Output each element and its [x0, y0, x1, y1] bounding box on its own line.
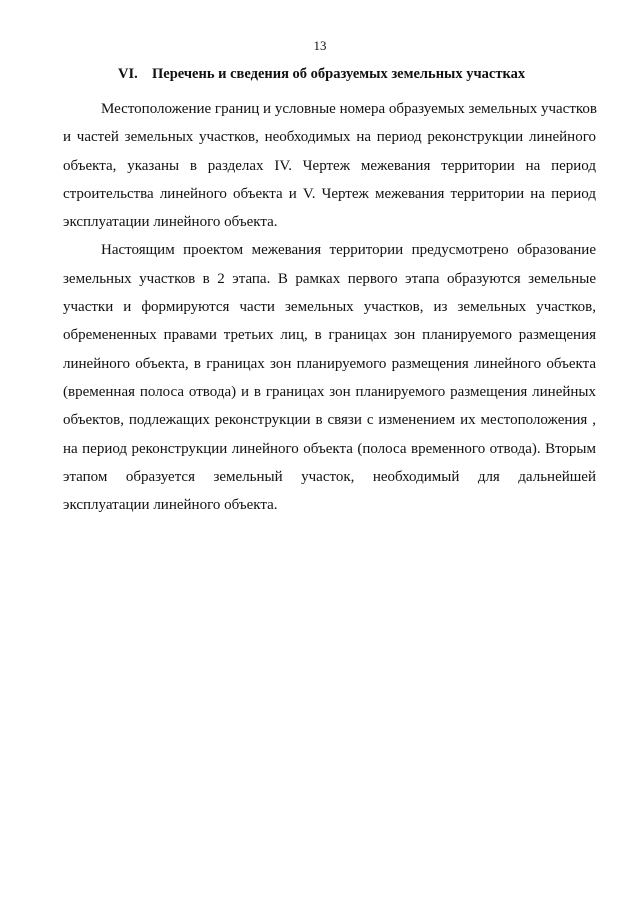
paragraph-line: Местоположение границ и условные номера образуемых земельных участков — [101, 101, 597, 117]
paragraph-line: линейного объекта, в границах зон планируемого размещения линейного объекта — [63, 355, 596, 372]
paragraph-line: и частей земельных участков, необходимых на период реконструкции линейного — [63, 129, 596, 146]
paragraph-line: земельных участков в 2 этапа. В рамках первого этапа образуются земельные — [63, 270, 596, 287]
section-number: VI. — [118, 66, 138, 82]
paragraph-line: объектов, подлежащих реконструкции в связи с изменением их местоположения , — [63, 412, 596, 429]
paragraph-line: Настоящим проектом межевания территории предусмотрено образование — [101, 242, 596, 259]
paragraph-line: строительства линейного объекта и V. Чертеж межевания территории на период — [63, 185, 596, 202]
page-number: 13 — [313, 38, 327, 53]
paragraph-line: (временная полоса отвода) и в границах зон планируемого размещения линейных — [63, 383, 596, 400]
paragraph-2 — [63, 236, 596, 519]
document-body — [63, 95, 596, 519]
paragraph-line: участки и формируются части земельных участков, из земельных участков, — [63, 299, 596, 316]
paragraph-line: эксплуатации линейного объекта. — [63, 214, 278, 231]
section-heading — [118, 66, 598, 83]
paragraph-line: эксплуатации линейного объекта. — [63, 497, 278, 514]
paragraph-line: на период реконструкции линейного объекта (полоса временного отвода). Вторым — [63, 440, 596, 457]
paragraph-line: этапом образуется земельный участок, необходимый для дальнейшей — [63, 468, 596, 485]
section-title: Перечень и сведения об образуемых земельных участках — [152, 66, 526, 82]
paragraph-line: обремененных правами третьих лиц, в границах зон планируемого размещения — [63, 327, 596, 344]
paragraph-line: объекта, указаны в разделах IV. Чертеж межевания территории на период — [63, 157, 596, 174]
paragraph-1 — [63, 95, 596, 236]
